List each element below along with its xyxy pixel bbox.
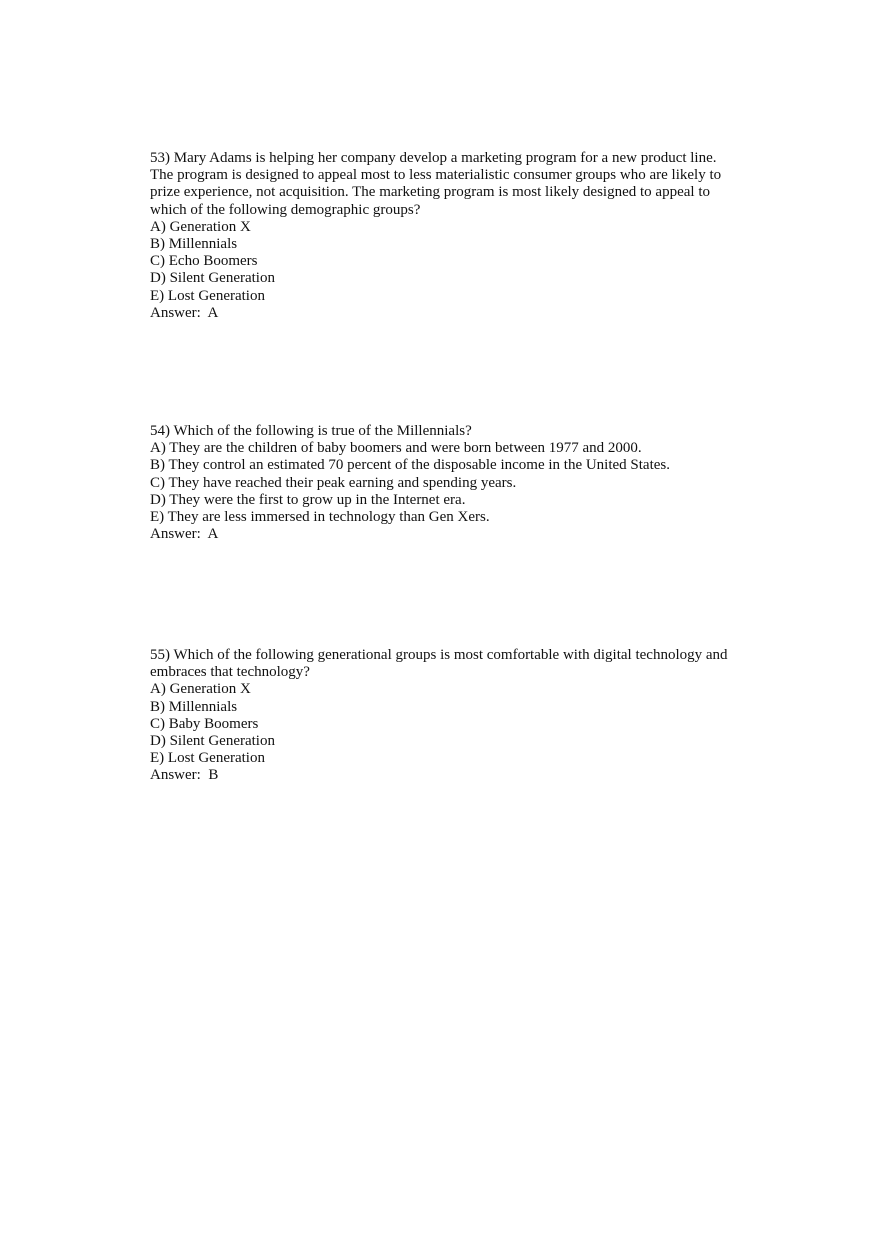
question-55 — [150, 647, 730, 785]
option-b: B) Millennials — [150, 236, 238, 253]
answer-key: Answer: B — [150, 767, 219, 784]
option-a: A) They are the children of baby boomers and were born between 1977 and 2000. — [150, 440, 642, 457]
option-a: A) Generation X — [150, 681, 251, 698]
option-d: D) Silent Generation — [150, 270, 275, 287]
question-54 — [150, 423, 730, 543]
option-c: C) Echo Boomers — [150, 253, 258, 270]
answer-key: Answer: A — [150, 304, 219, 321]
answer-options — [150, 219, 730, 305]
option-e: E) Lost Generation — [150, 750, 265, 767]
option-a: A) Generation X — [150, 218, 251, 235]
option-d: D) Silent Generation — [150, 733, 275, 750]
question-stem: 54) Which of the following is true of the Millennials? — [150, 423, 472, 439]
question-stem: 55) Which of the following generational groups is most comfortable with digital technology and embraces that technology? — [150, 647, 728, 681]
option-c: C) They have reached their peak earning and spending years. — [150, 474, 517, 491]
option-b: B) They control an estimated 70 percent of the disposable income in the United States. — [150, 457, 671, 474]
option-e: E) They are less immersed in technology than Gen Xers. — [150, 509, 490, 526]
answer-options — [150, 440, 730, 526]
answer-key: Answer: A — [150, 526, 219, 543]
question-stem: 53) Mary Adams is helping her company develop a marketing program for a new product line. The program is designed to appeal most to less materialistic consumer groups who are likely to prize experience, not acquisition. The marketing program is most likely designed to appeal to which of the following demographic groups? — [150, 150, 722, 218]
option-d: D) They were the first to grow up in the Internet era. — [150, 491, 466, 508]
option-b: B) Millennials — [150, 698, 238, 715]
answer-options — [150, 681, 730, 767]
question-53 — [150, 150, 730, 322]
option-e: E) Lost Generation — [150, 287, 265, 304]
option-c: C) Baby Boomers — [150, 715, 259, 732]
